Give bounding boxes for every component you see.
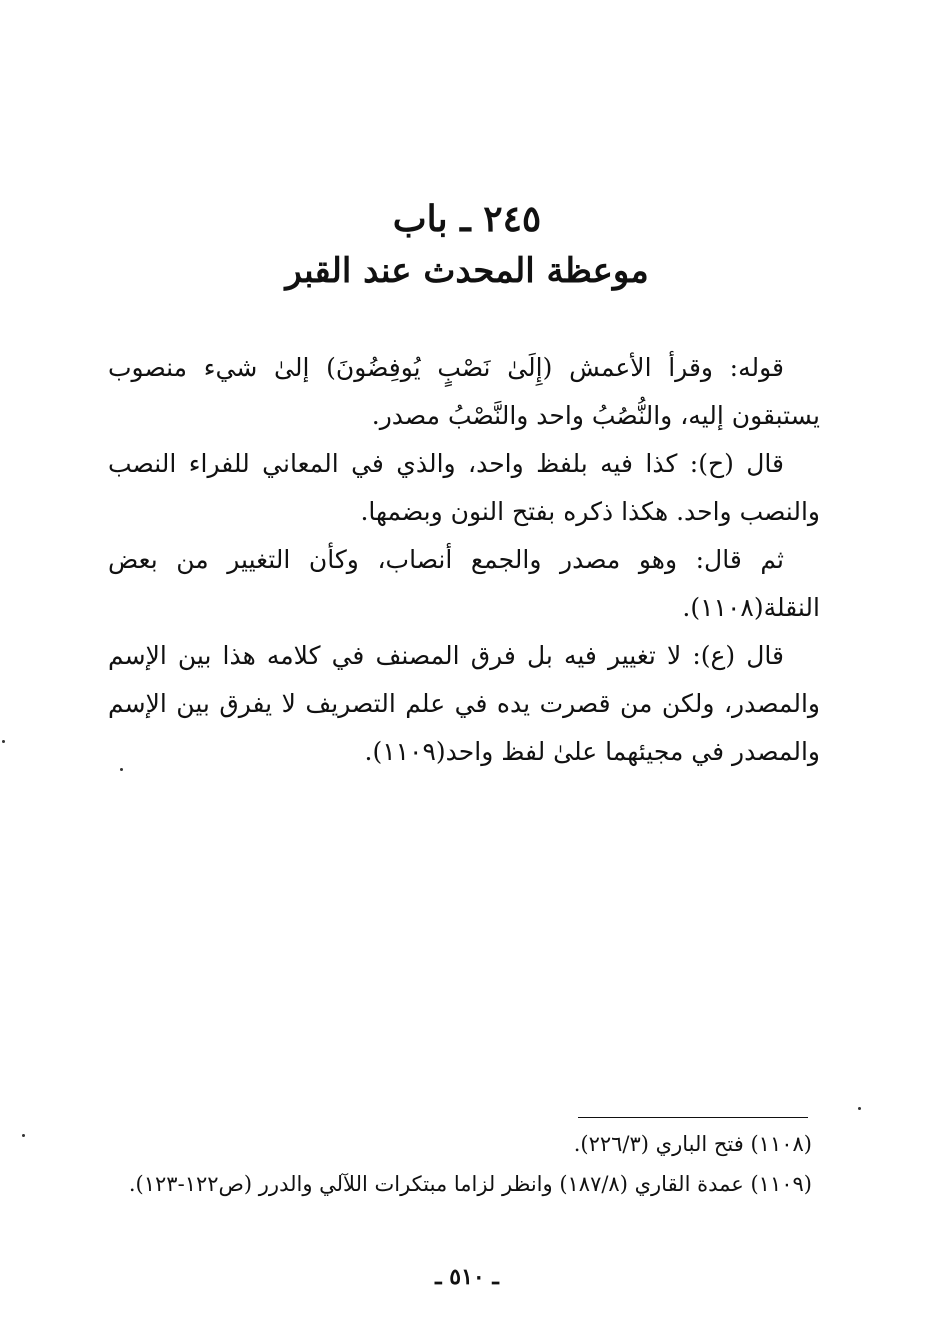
paragraph: قوله: وقرأ الأعمش (إِلَىٰ نَصْبٍ يُوفِضُونَ) إلىٰ شيء منصوب يستبقون إليه، والنُّصُبُ واحد والنَّصْبُ مصدر.	[108, 353, 820, 430]
chapter-title: موعظة المحدث عند القبر	[285, 251, 649, 291]
scan-speck	[858, 1107, 861, 1110]
scan-speck	[2, 740, 5, 743]
chapter-number: ٢٤٥ ـ باب	[392, 198, 542, 240]
footnote: (١١٠٨) فتح الباري (٢٢٦/٣).	[573, 1132, 812, 1156]
body-text	[108, 344, 820, 776]
paragraph: ثم قال: وهو مصدر والجمع أنصاب، وكأن التغيير من بعض النقلة(١١٠٨).	[108, 545, 820, 622]
footnote: (١١٠٩) عمدة القاري (١٨٧/٨) وانظر لزاما مبتكرات اللآلي والدرر (ص١٢٢-١٢٣).	[128, 1172, 812, 1196]
page-number: ـ ٥١٠ ـ	[435, 1264, 499, 1290]
footnotes	[100, 1124, 812, 1204]
footnote-separator	[578, 1117, 808, 1118]
paragraph: قال (ع): لا تغيير فيه بل فرق المصنف في كلامه هذا بين الإسم والمصدر، ولكن من قصرت يده في علم التصريف لا يفرق بين الإسم والمصدر في مجيئهما علىٰ لفظ واحد(١١٠٩).	[108, 641, 820, 766]
paragraph: قال (ح): كذا فيه بلفظ واحد، والذي في المعاني للفراء النصب والنصب واحد. هكذا ذكره بفتح النون وبضمها.	[108, 449, 820, 526]
scan-speck	[22, 1134, 25, 1137]
scan-speck	[120, 768, 123, 771]
